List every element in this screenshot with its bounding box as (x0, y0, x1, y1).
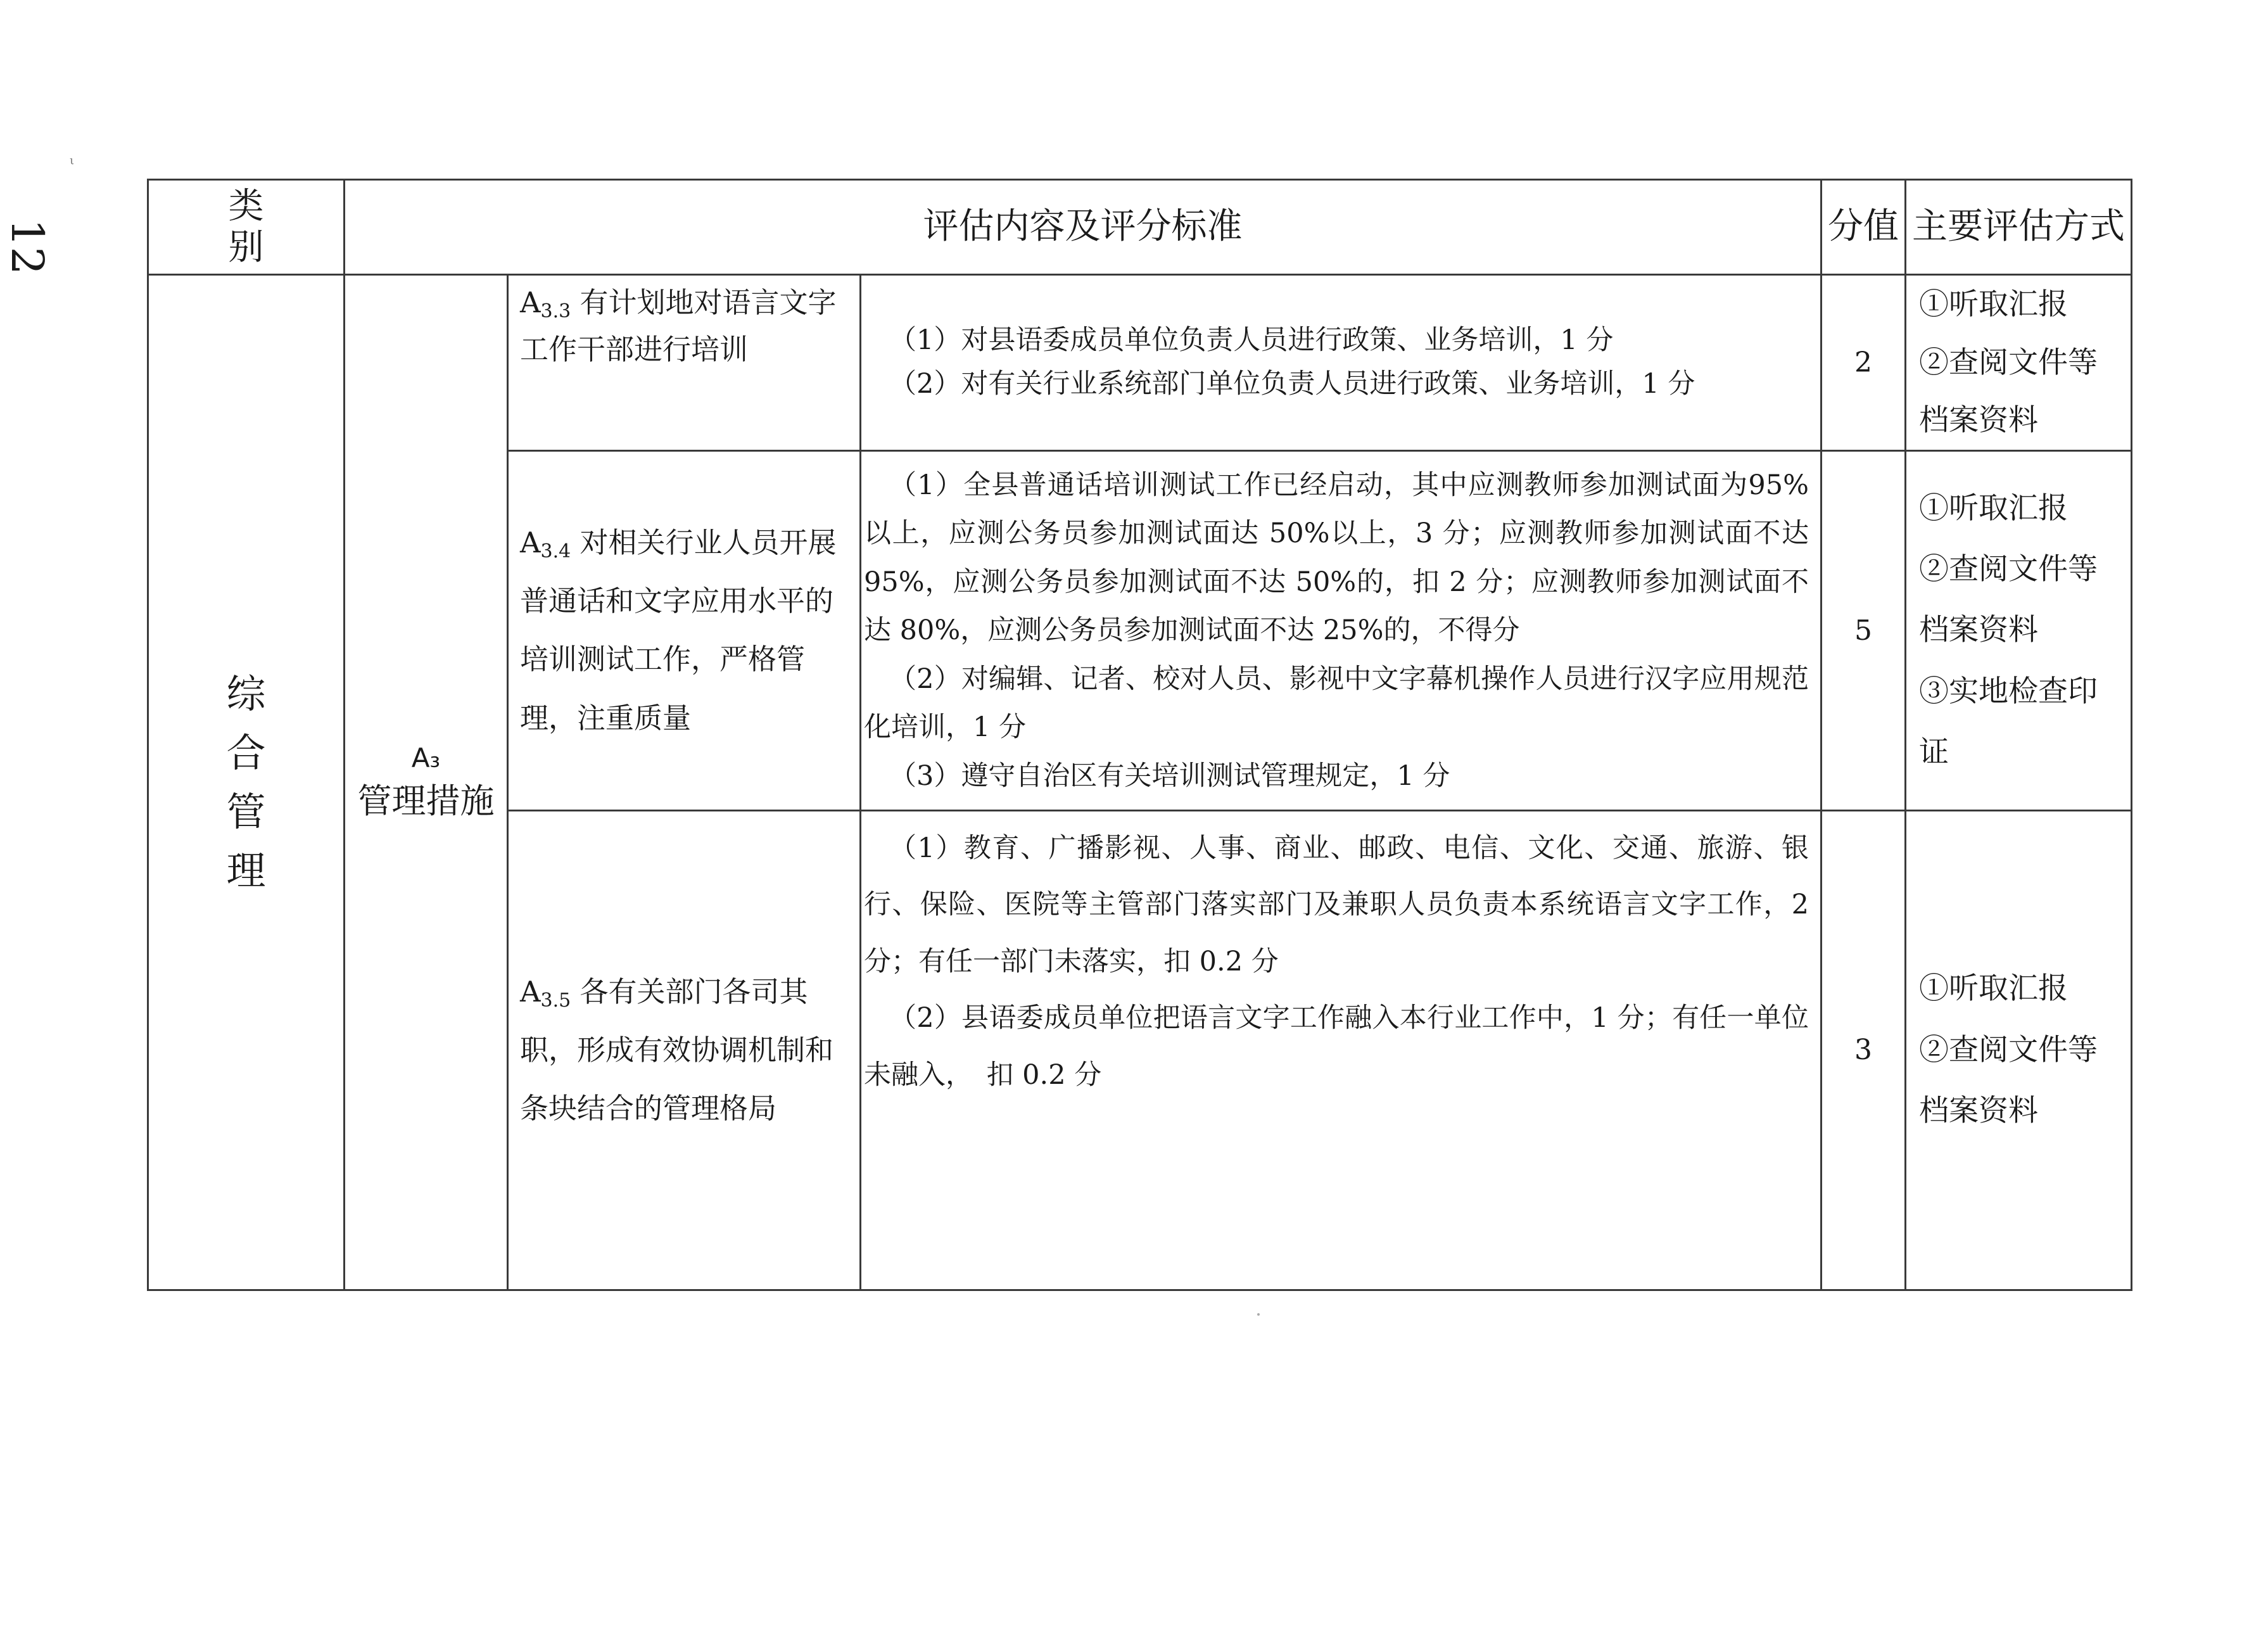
category-label (149, 665, 343, 900)
criteria-line: （3）遵守自治区有关培训测试管理规定，1 分 (889, 760, 1450, 792)
item-code: A (520, 974, 541, 1008)
method-line: ②查阅文件等档案资料 (1919, 551, 2098, 648)
item-code-sub: 3.4 (540, 540, 571, 563)
score-cell: 5 (1821, 450, 1906, 810)
criteria-line: （2）对编辑、记者、校对人员、影视中文字幕机操作人员进行汉字应用规范化培训，1 分 (864, 663, 1809, 744)
category-char: 理 (226, 847, 266, 894)
criteria-cell (861, 810, 1821, 1290)
category-cell (148, 275, 345, 1290)
criteria-line: （2）县语委成员单位把语言文字工作融入本行业工作中，1 分；有任一单位未融入， 扣 0.2 分 (864, 1002, 1809, 1091)
item-text: 各有关部门各司其职，形成有效协调机制和条块结合的管理格局 (520, 974, 834, 1126)
scan-speck (1257, 1313, 1260, 1316)
item-text: 有计划地对语言文字工作干部进行培训 (520, 286, 837, 367)
category-char: 合 (226, 729, 266, 776)
header-score: 分值 (1821, 180, 1906, 275)
method-line: ②查阅文件等档案资料 (1919, 1032, 2098, 1129)
criteria-line: （1）教育、广播影视、人事、商业、邮政、电信、文化、交通、旅游、银行、保险、医院等主管部门落实部门及兼职人员负责本系统语言文字工作，2 分；有任一部门未落实，扣 0.2 分 (864, 832, 1809, 977)
method-line: ①听取汇报 (1919, 287, 2068, 322)
item-cell (508, 810, 861, 1290)
header-content: 评估内容及评分标准 (345, 180, 1821, 275)
method-line: ②查阅文件等档案资料 (1919, 345, 2098, 438)
evaluation-table (147, 179, 2132, 1291)
header-method: 主要评估方式 (1906, 180, 2132, 275)
margin-mark: ι (70, 154, 75, 167)
method-cell (1906, 450, 2132, 810)
table-header-row (148, 180, 2132, 275)
method-cell (1906, 810, 2132, 1290)
item-cell (508, 450, 861, 810)
item-cell (508, 275, 861, 451)
page-number: 12 (1, 219, 53, 276)
header-category: 类 别 (148, 180, 345, 275)
item-code: A (520, 286, 541, 319)
criteria-line: （2）对有关行业系统部门单位负责人员进行政策、业务培训，1 分 (889, 368, 1695, 400)
subcategory-name: 管理措施 (357, 780, 495, 821)
item-code-sub: 3.5 (540, 989, 571, 1012)
subcategory-code: A₃ (411, 742, 441, 773)
item-code-sub: 3.3 (540, 300, 571, 322)
item-text: 对相关行业人员开展普通话和文字应用水平的培训测试工作，严格管理，注重质量 (520, 525, 837, 735)
criteria-line: （1）全县普通话培训测试工作已经启动，其中应测教师参加测试面为95%以上，应测公务员参加测试面达 50%以上，3 分；应测教师参加测试面不达 95%，应测公务员参加测试面不达 50%的，扣 2 分；应测教师参加测试面不达 80%，应测公务员参加测试面不达 25%的，不得分 (864, 469, 1809, 647)
subcategory-cell (345, 275, 508, 1290)
criteria-line: （1）对县语委成员单位负责人员进行政策、业务培训，1 分 (889, 324, 1614, 356)
method-line: ①听取汇报 (1919, 490, 2068, 526)
category-char: 管 (226, 788, 266, 835)
method-line: ③实地检查印证 (1919, 673, 2098, 770)
criteria-cell (861, 275, 1821, 451)
table-row (148, 275, 2132, 451)
category-char: 综 (226, 670, 266, 717)
score-cell: 2 (1821, 275, 1906, 451)
method-line: ①听取汇报 (1919, 971, 2068, 1007)
item-code: A (520, 525, 541, 559)
criteria-cell (861, 450, 1821, 810)
score-cell: 3 (1821, 810, 1906, 1290)
method-cell (1906, 275, 2132, 451)
